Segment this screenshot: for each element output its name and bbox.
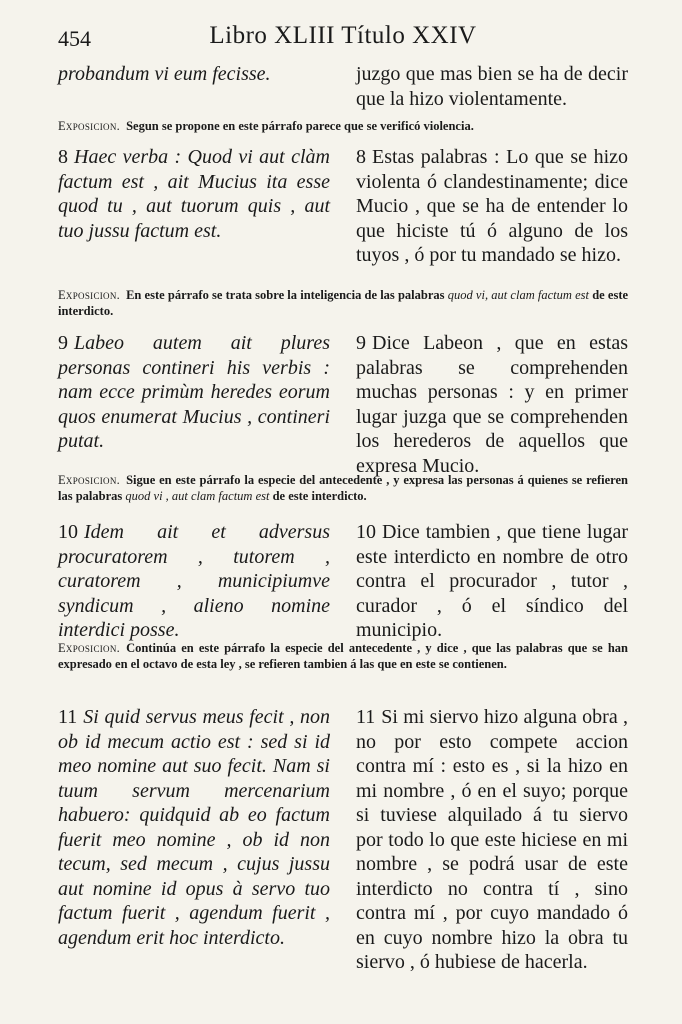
- paragraph-11: [58, 705, 628, 975]
- spanish-text: Dice Labeon , que en estas palabras se comprehenden muchas personas : y en primer lugar juzga que se comprehenden los herederos de aquellos que expresa Mucio.: [356, 332, 628, 477]
- spanish-text: Si mi siervo hizo alguna obra , no por esto compete accion contra mí : esto es , si la hizo en mi nombre , ó en el suyo; porque si tuviese alquilado á tu siervo por todo lo que este hiciese en mi nombre , se podrá usar de este interdicto no contra tí , sino contra mí , por cuyo mandado ó en cuyo nombre hizo la obra tu siervo , ó hubiese de hacerla.: [356, 706, 628, 973]
- exposicion-quote: quod vi, aut clam factum est: [447, 288, 590, 302]
- exposicion-label: Exposicion.: [58, 473, 121, 487]
- exposicion-label: Exposicion.: [58, 641, 121, 655]
- paragraph-number: 11: [58, 706, 78, 728]
- latin-column: [58, 705, 330, 975]
- paragraph-10: [58, 520, 628, 643]
- exposicion-tail: de este interdicto.: [272, 489, 367, 503]
- latin-text: probandum vi eum fecisse.: [58, 63, 271, 85]
- spanish-column: [356, 520, 628, 643]
- exposicion-label: Exposicion.: [58, 119, 121, 133]
- exposicion-note: [58, 287, 628, 319]
- paragraph-8: [58, 145, 628, 268]
- exposicion-tail: de este interdicto.: [58, 288, 629, 318]
- block-continuation: [58, 62, 628, 111]
- latin-text: Idem ait et adversus procuratorem , tutorem , curatorem , municipiumve syndicum , alieno nomine interdici posse.: [58, 521, 330, 641]
- latin-column: [58, 331, 330, 478]
- latin-text: Labeo autem ait plures personas contineri his verbis : nam ecce primùm heredes eorum quos enumerat Mucius , contineri putat.: [58, 332, 330, 452]
- latin-text: Si quid servus meus fecit , non ob id mecum actio est : sed si id meo nomine aut suo fecit. Nam si tuum servum mercenarium habuero: quidquid ab eo factum fuerit meo nomine , ob id non tecum, sed mecum , cujus jussu aut nomine id opus à servo tuo factum fuerit , agendum fuerit , agendum erit hoc interdicto.: [58, 706, 330, 949]
- page-header: [58, 22, 628, 56]
- paragraph-number: 8: [58, 146, 68, 168]
- latin-text: Haec verba : Quod vi aut clàm factum est , ait Mucius ita esse quod tu , aut tuorum quis , aut tuo jussu factum est.: [58, 146, 330, 242]
- spanish-column: [356, 331, 628, 478]
- exposicion-note: [58, 118, 628, 134]
- paragraph-number: 10: [58, 521, 78, 543]
- spanish-text: juzgo que mas bien se ha de decir que la hizo violentamente.: [356, 63, 628, 110]
- latin-column: [58, 145, 330, 268]
- spanish-column: [356, 145, 628, 268]
- paragraph-number: 9: [356, 332, 366, 354]
- exposicion-text: En este párrafo se trata sobre la inteligencia de las palabras: [126, 288, 445, 302]
- spanish-text: Dice tambien , que tiene lugar este interdicto en nombre de otro contra el procurador , tutor , curador , ó el síndico del municipio.: [356, 521, 628, 641]
- latin-column: [58, 520, 330, 643]
- spanish-column: [356, 705, 628, 975]
- paragraph-9: [58, 331, 628, 478]
- running-title: Libro XLIII Título XXIV: [209, 22, 477, 49]
- exposicion-note: [58, 640, 628, 672]
- page-number: 454: [58, 26, 91, 51]
- exposicion-note: [58, 472, 628, 504]
- exposicion-quote: quod vi , aut clam factum est: [125, 489, 270, 503]
- spanish-text: Estas palabras : Lo que se hizo violenta ó clandestinamente; dice Mucio , que se ha de entender lo que hiciste tú ó alguno de los tuyos , ó por tu mandado se hizo.: [356, 146, 628, 266]
- exposicion-text: Sigue en este párrafo la especie del antecedente , y expresa las personas á quienes se refieren las palabras: [58, 473, 628, 503]
- exposicion-text: Segun se propone en este párrafo parece que se verificó violencia.: [126, 119, 474, 133]
- exposicion-text: Continúa en este párrafo la especie del antecedente , y dice , que las palabras que se han expresado en el octavo de esta ley , se refieren tambien á las que en este se contienen.: [58, 641, 628, 671]
- exposicion-label: Exposicion.: [58, 288, 121, 302]
- paragraph-number: 11: [356, 706, 376, 728]
- paragraph-number: 9: [58, 332, 68, 354]
- paragraph-number: 10: [356, 521, 376, 543]
- paragraph-number: 8: [356, 146, 366, 168]
